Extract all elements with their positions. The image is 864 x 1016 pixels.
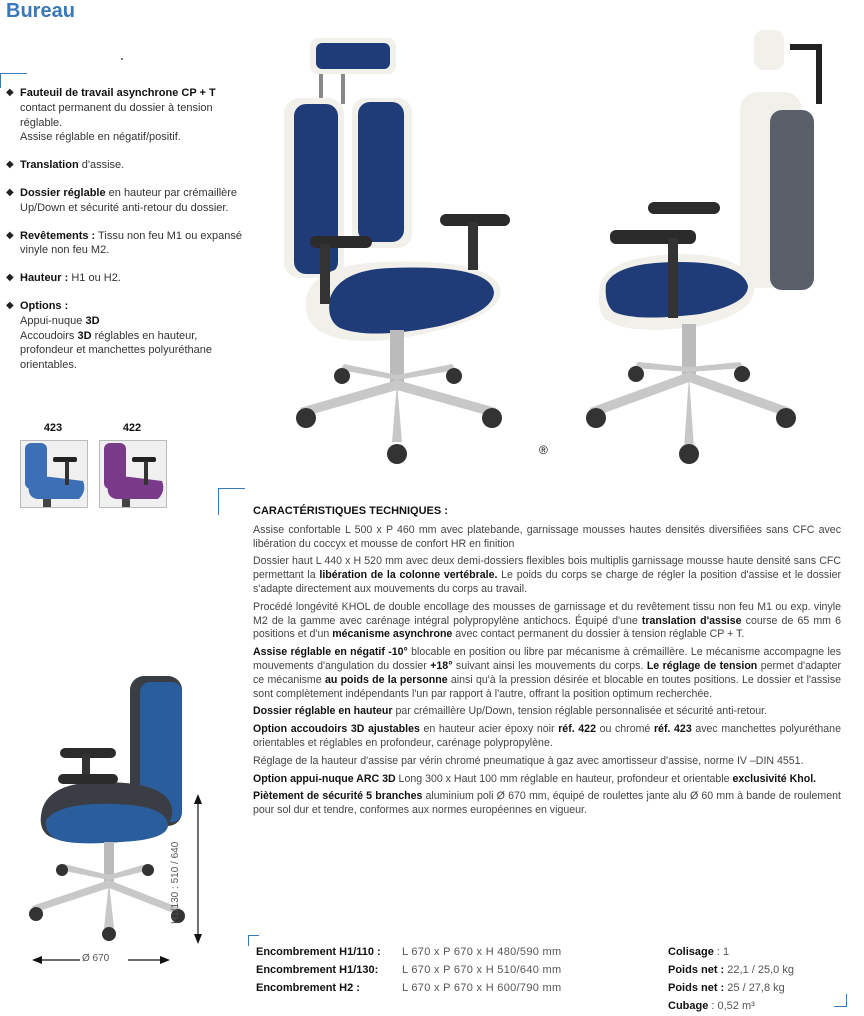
- packaging-row: Colisage : 1: [668, 946, 730, 958]
- spec-paragraph: Assise confortable L 500 x P 460 mm avec platebande, garnissage mousses hautes densités diversifiées sans CFC avec libération du coccyx et mousse de confort HR en finition: [253, 523, 841, 550]
- feature-text: d'assise.: [78, 159, 125, 172]
- variant-423: [20, 422, 86, 508]
- variant-label: 423: [43, 422, 63, 434]
- features-list: [6, 86, 246, 386]
- dimensions-table: [256, 943, 561, 997]
- chair-thumbnail-image: [99, 440, 167, 508]
- spec-paragraph: Option accoudoirs 3D ajustables en hauteur acier époxy noir réf. 422 ou chromé réf. 423 avec manchettes polyuréthane orientables et réglables en profondeur, carénage polypropylène.: [253, 723, 841, 749]
- feature-text: H1 ou H2.: [68, 272, 121, 285]
- diamond-bullet-icon: ◆: [6, 229, 14, 241]
- dimension-row: Encombrement H2 : L 670 x P 670 x H 600/790 mm: [256, 982, 562, 994]
- decorative-dot: [121, 58, 123, 60]
- feature-text: Tissu non feu M1 ou expansé vinyle non feu M2.: [20, 229, 242, 257]
- chair-front-view-image: [284, 38, 510, 464]
- feature-item: [6, 229, 246, 259]
- chair-side-view-image: [586, 30, 822, 464]
- diamond-bullet-icon: ◆: [6, 87, 14, 98]
- dimension-row: Encombrement H1/110 : L 670 x P 670 x H 480/590 mm: [256, 946, 562, 958]
- spec-paragraph: Option appui-nuque ARC 3D Long 300 x Haut 100 mm réglable en hauteur, profondeur et orientable exclusivité Khol.: [253, 772, 817, 785]
- packaging-row: Poids net : 25 / 27,8 kg: [668, 982, 785, 994]
- option-line: Appui-nuque 3D: [20, 314, 100, 327]
- feature-item: [6, 271, 246, 286]
- feature-bold: Revêtements :: [20, 229, 96, 242]
- diamond-bullet-icon: ◆: [6, 272, 14, 284]
- specs-heading: CARACTÉRISTIQUES TECHNIQUES :: [253, 505, 448, 517]
- option-line: Accoudoirs 3D réglables en hauteur, profondeur et manchettes polyuréthane orientables.: [20, 329, 213, 372]
- packaging-row: Poids net : 22,1 / 25,0 kg: [668, 964, 794, 976]
- feature-item: [6, 186, 246, 216]
- spec-paragraph: Assise réglable en négatif -10° blocable en position ou libre par mécanisme à crémaillère. Le mécanisme accompagne les mouvements d'angulation du dossier +18° suivant ainsi les mouvements du corps. Le réglage de tension permet d'adapter ce mécanisme au poids de la personne ainsi qu'à la pression désirée et blocable en toutes positions. Le dossier et l'assise sont complètement indépendants l'un par rapport à l'autre, offrant la position optimum recherchée.: [253, 646, 842, 700]
- registered-mark: ®: [539, 443, 548, 457]
- diamond-bullet-icon: ◆: [6, 186, 14, 198]
- variant-422: [99, 422, 165, 508]
- packaging-row: Cubage : 0,52 m³: [668, 1000, 755, 1012]
- corner-bracket-specs: [218, 488, 245, 515]
- feature-extra: Assise réglable en négatif/positif.: [20, 131, 181, 144]
- technical-specs: [253, 505, 841, 822]
- spec-paragraph: Procédé longévité KHOL de double encollage des mousses de garnissage et du revêtement tissu non feu M1 ou exp. vinyle M2 de la gamme avec carénage intégral polypropylène antichocs. Équipé d'une translation d'assise course de 65 mm 6 positions et d'un mécanisme asynchrone avec contact permanent du dossier à tension réglable CP + T.: [253, 600, 842, 641]
- diamond-bullet-icon: ◆: [6, 299, 14, 311]
- feature-item: [6, 158, 246, 173]
- chair-dimension-drawing: [20, 670, 220, 970]
- chair-thumbnail-image: [20, 440, 88, 508]
- width-dimension-label: Ø 670: [82, 953, 110, 964]
- feature-bold: Dossier réglable: [20, 186, 106, 199]
- feature-text: contact permanent du dossier à tension réglable.: [20, 101, 213, 129]
- feature-bold: Translation: [20, 159, 79, 172]
- feature-bold: Options :: [20, 299, 69, 312]
- spec-paragraph: Réglage de la hauteur d'assise par vérin chromé pneumatique à gaz avec amortisseur d'assise, norme IV –DIN 4551.: [253, 754, 804, 767]
- spec-paragraph: Piètement de sécurité 5 branches aluminium poli Ø 670 mm, équipé de roulettes jante alu Ø 60 mm à bande de roulement pour sol dur et tendre, conformes aux normes européennes en vigueur.: [253, 790, 841, 817]
- variant-label: 422: [122, 422, 142, 434]
- dimension-row: Encombrement H1/130: L 670 x P 670 x H 510/640 mm: [256, 964, 562, 976]
- height-dimension-label: H1/130 : 510 / 640: [170, 841, 181, 924]
- feature-bold: Hauteur :: [20, 272, 69, 285]
- page-title: Bureau: [6, 0, 75, 22]
- diamond-bullet-icon: ◆: [6, 159, 14, 171]
- packaging-info: [668, 943, 794, 1015]
- spec-paragraph: Dossier haut L 440 x H 520 mm avec deux demi-dossiers flexibles bois multiplis garnissage mousse haute densité sans CFC permettant la libération de la colonne vertébrale. Le poids du corps se charge de régler la position d'assise et le dossier s'adapte directement aux mouvements du corps au travail.: [253, 555, 841, 595]
- feature-text: en hauteur par crémaillère Up/Down et sécurité anti-retour du dossier.: [20, 186, 238, 214]
- feature-bold: Fauteuil de travail asynchrone CP + T: [20, 87, 216, 99]
- spec-paragraph: Dossier réglable en hauteur par crémaillère Up/Down, tension réglable personnalisée et sécurité anti-retour.: [253, 705, 768, 718]
- chair-product-images: [270, 30, 830, 470]
- feature-item: [6, 86, 246, 145]
- corner-bracket-end: [834, 994, 847, 1007]
- feature-item: [6, 299, 246, 373]
